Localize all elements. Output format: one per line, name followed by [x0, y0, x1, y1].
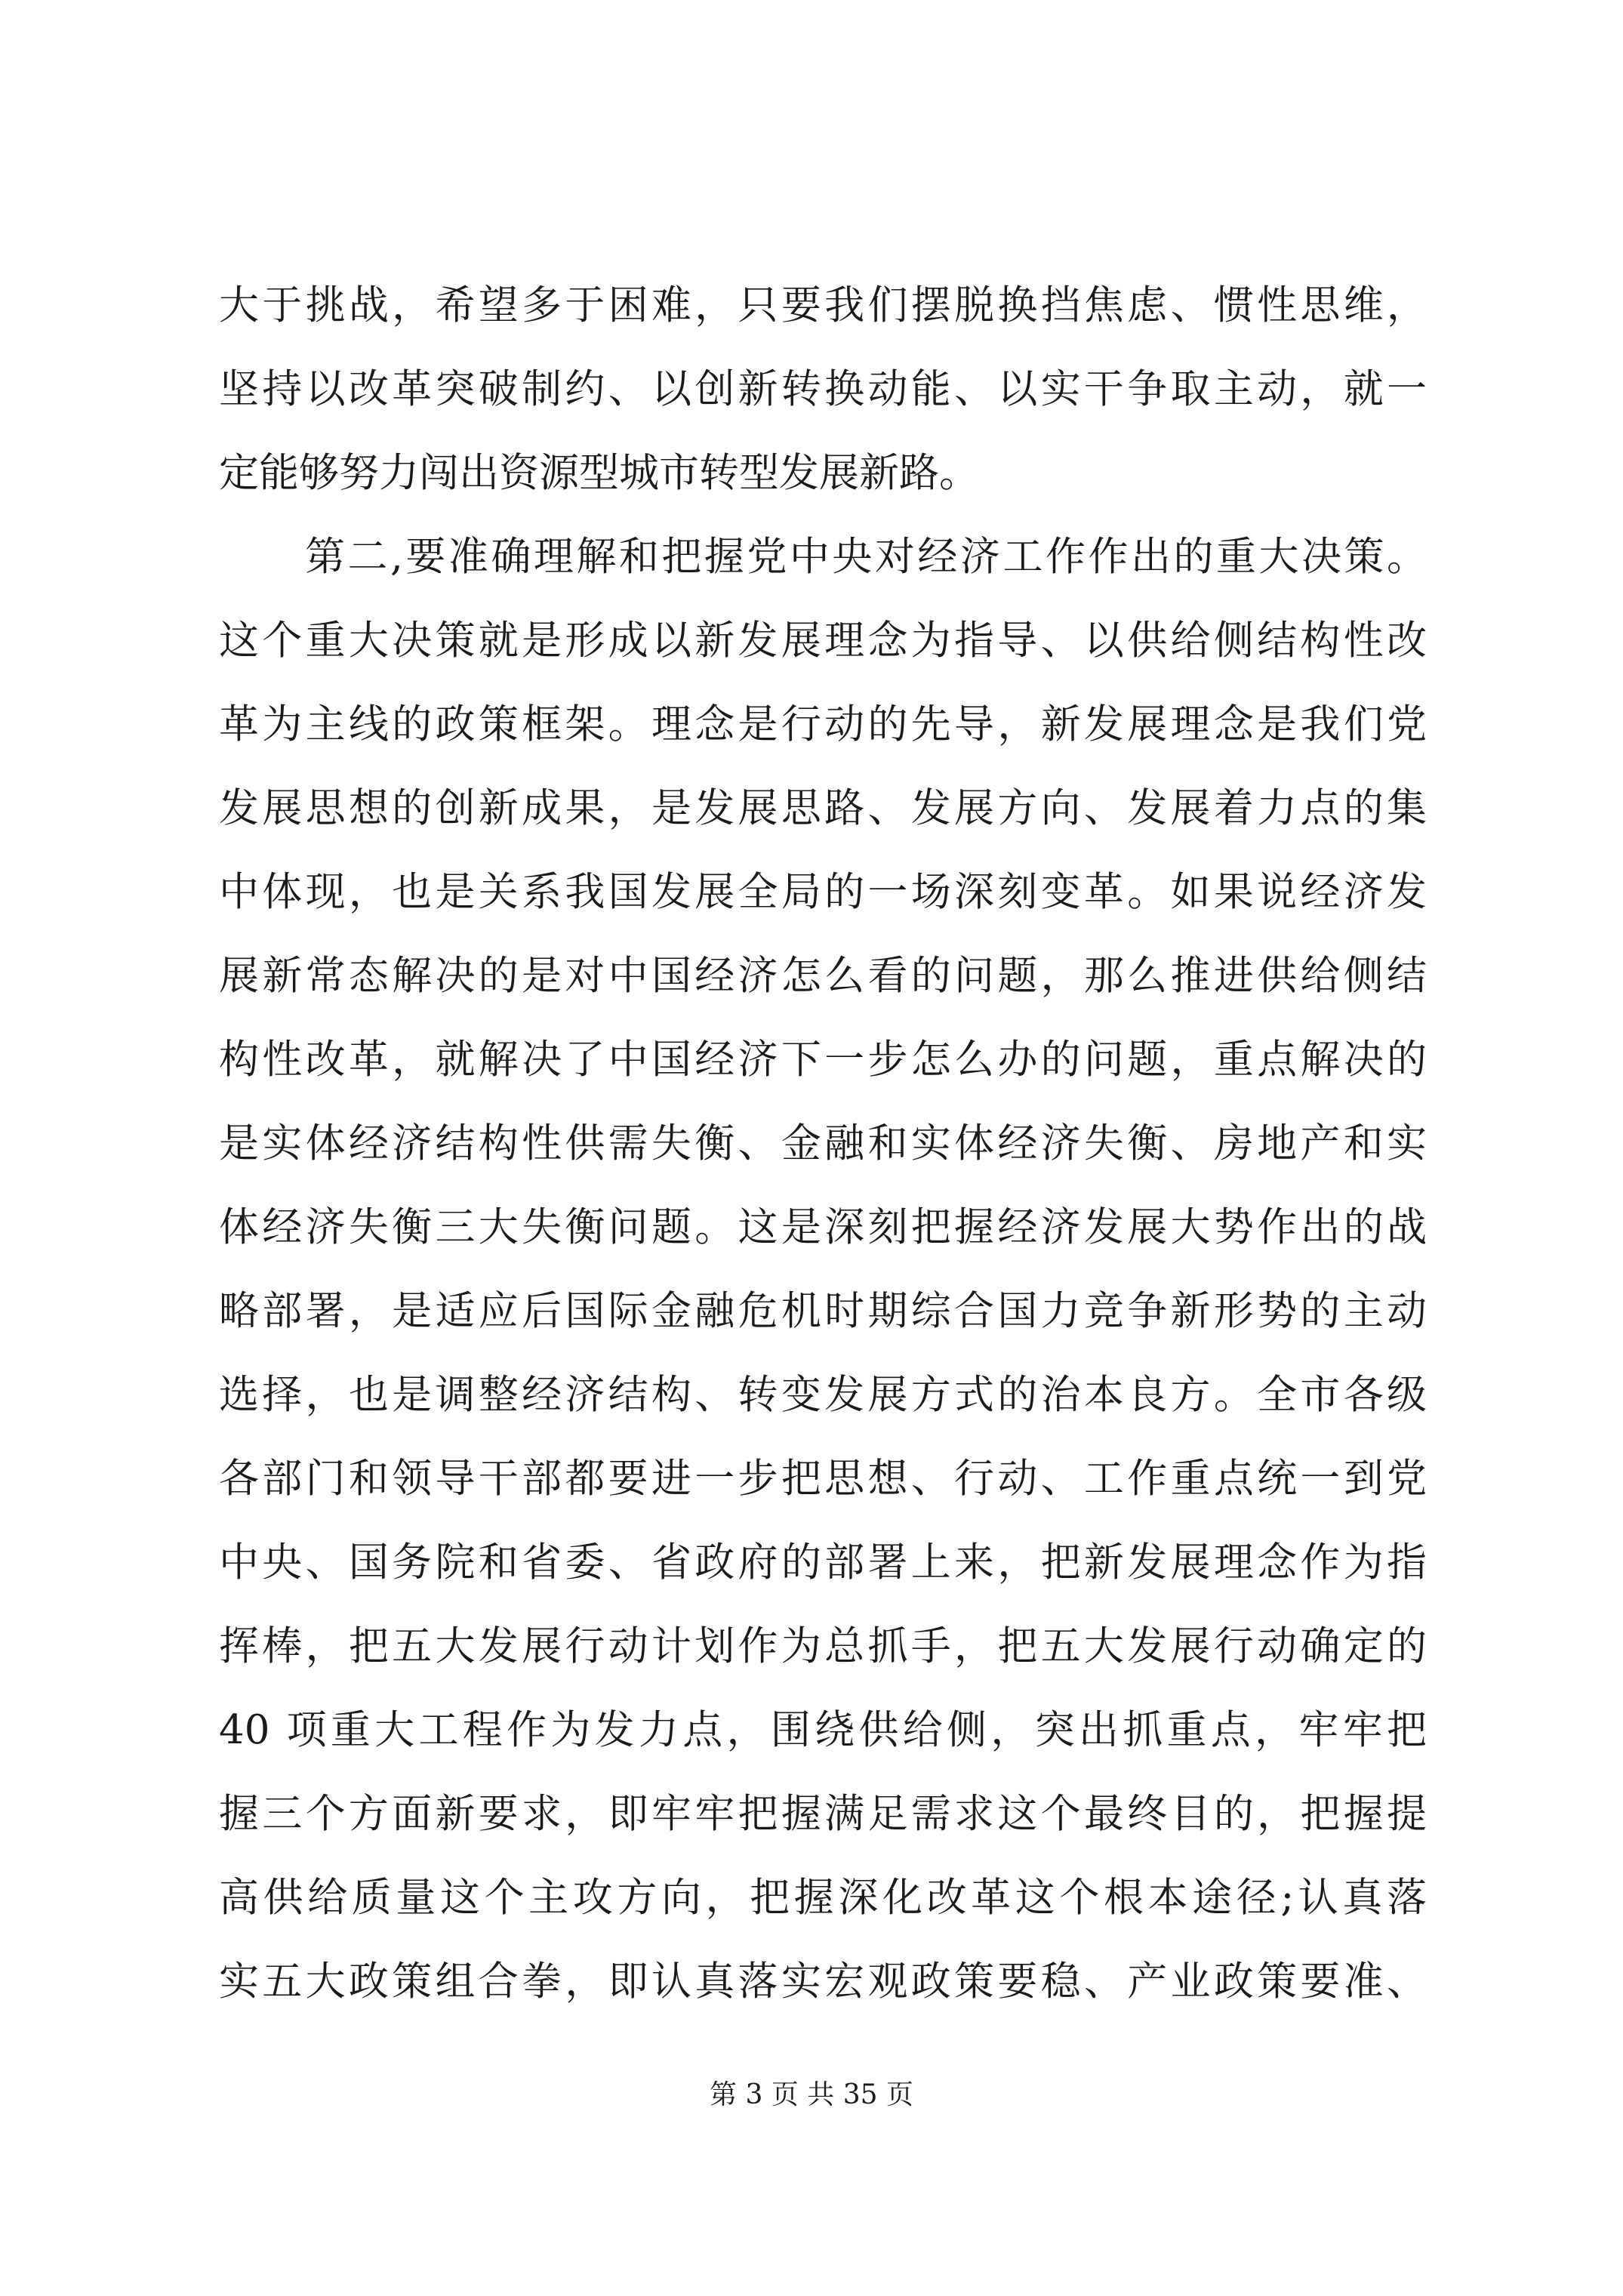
text-line: 握三个方面新要求，即牢牢把握满足需求这个最终目的，把握提 — [219, 1791, 1427, 1837]
text-line: 实五大政策组合拳，即认真落实宏观政策要稳、产业政策要准、 — [219, 1959, 1427, 2005]
text-line: 这个重大决策就是形成以新发展理念为指导、以供给侧结构性改 — [219, 618, 1427, 664]
text-line: 40 项重大工程作为发力点，围绕供给侧，突出抓重点，牢牢把 — [219, 1707, 1427, 1753]
text-line: 中央、国务院和省委、省政府的部署上来，把新发展理念作为指 — [219, 1539, 1427, 1586]
text-line: 各部门和领导干部都要进一步把思想、行动、工作重点统一到党 — [219, 1456, 1427, 1502]
text-line: 选择，也是调整经济结构、转变发展方式的治本良方。全市各级 — [219, 1372, 1427, 1418]
page-number-footer: 第 3 页 共 35 页 — [710, 2079, 913, 2110]
text-line: 大于挑战，希望多于困难，只要我们摆脱换挡焦虑、惯性思维， — [219, 282, 1427, 328]
text-line: 发展思想的创新成果，是发展思路、发展方向、发展着力点的集 — [219, 785, 1427, 831]
text-line: 第二,要准确理解和把握党中央对经济工作作出的重大决策。 — [305, 534, 1427, 580]
text-line: 挥棒，把五大发展行动计划作为总抓手，把五大发展行动确定的 — [219, 1623, 1427, 1669]
text-line: 展新常态解决的是对中国经济怎么看的问题，那么推进供给侧结 — [219, 953, 1427, 999]
text-line: 中体现，也是关系我国发展全局的一场深刻变革。如果说经济发 — [219, 869, 1427, 915]
text-line: 是实体经济结构性供需失衡、金融和实体经济失衡、房地产和实 — [219, 1120, 1427, 1166]
text-line: 高供给质量这个主攻方向，把握深化改革这个根本途径;认真落 — [219, 1875, 1427, 1921]
text-line: 体经济失衡三大失衡问题。这是深刻把握经济发展大势作出的战 — [219, 1204, 1427, 1250]
text-line: 定能够努力闯出资源型城市转型发展新路。 — [219, 450, 979, 496]
text-line: 革为主线的政策框架。理念是行动的先导，新发展理念是我们党 — [219, 701, 1427, 747]
text-line: 略部署，是适应后国际金融危机时期综合国力竞争新形势的主动 — [219, 1288, 1427, 1334]
text-line: 坚持以改革突破制约、以创新转换动能、以实干争取主动，就一 — [219, 366, 1427, 412]
text-line: 构性改革，就解决了中国经济下一步怎么办的问题，重点解决的 — [219, 1037, 1427, 1083]
